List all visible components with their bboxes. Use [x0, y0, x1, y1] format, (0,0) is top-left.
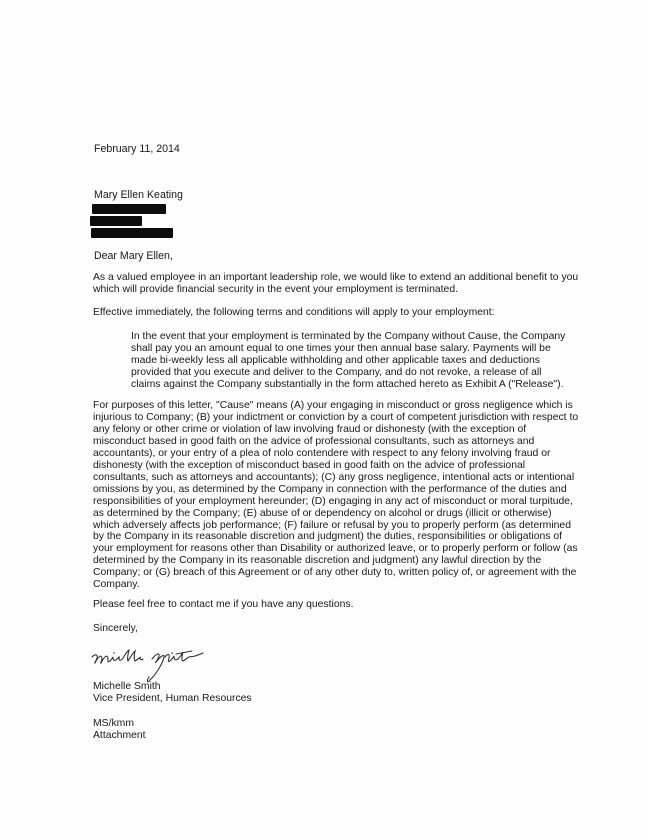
terms-line: provided that you execute and deliver to the Company, and do not revoke, a release of all [131, 366, 542, 378]
cause-line: Company. [93, 579, 140, 591]
recipient-name: Mary Ellen Keating [94, 189, 183, 201]
cause-line: determined by the Company in its reasonable discretion and judgment) any lawful direction by the [93, 555, 542, 567]
cause-line: any felony or other crime or violation of law involving fraud or dishonesty (with the exception of [93, 423, 527, 435]
cause-definition-paragraph [93, 400, 579, 591]
redacted-apartment [90, 216, 142, 226]
terms-line: In the event that your employment is terminated by the Company without Cause, the Company [131, 331, 566, 342]
cause-line: your employment for reasons other than Disability or authorized leave, or to properly perform or follow (as [93, 543, 578, 555]
closing: Sincerely, [93, 623, 138, 634]
cause-line: misconduct based in good faith on the advice of professional consultants, such as attorneys and [93, 435, 535, 447]
handwritten-signature [86, 642, 226, 684]
cause-line: omissions by you, as determined by the Company in connection with the performance of the duties and [93, 483, 567, 495]
cause-line: responsibilities of your employment hereunder; (D) engaging in any act of misconduct or moral turpitude, [93, 495, 573, 507]
cause-line: Company; or (G) breach of this Agreement or of any other duty to, written policy of, or agreement with the [93, 567, 577, 579]
cause-line: as determined by the Company; (E) abuse of or dependency on alcohol or drugs (illicit or otherwise) [93, 507, 552, 519]
intro-line: As a valued employee in an important leadership role, we would like to extend an additional benefit to you [93, 272, 579, 283]
contact-paragraph: Please feel free to contact me if you have any questions. [93, 599, 354, 610]
cause-line: For purposes of this letter, "Cause" means (A) your engaging in misconduct or gross negligence which is [93, 400, 573, 411]
signer-title: Vice President, Human Resources [93, 693, 252, 704]
salutation: Dear Mary Ellen, [94, 250, 173, 262]
terms-line: shall pay you an amount equal to one times your then annual base salary. Payments will be [131, 342, 551, 354]
terms-line: claims against the Company substantially in the form attached hereto as Exhibit A ("Release"). [131, 378, 564, 390]
terms-line: made bi-weekly less all applicable withholding and other applicable taxes and deductions [131, 354, 540, 366]
intro-line: which will provide financial security in the event your employment is terminated. [93, 284, 458, 296]
recipient-address-block [94, 189, 183, 238]
intro-paragraph [93, 272, 579, 296]
cause-line: injurious to Company; (B) your indictment or conviction by a court of competent jurisdiction with respect to [93, 411, 579, 423]
terms-intro-paragraph: Effective immediately, the following terms and conditions will apply to your employment: [93, 307, 495, 318]
signer-block [93, 681, 252, 705]
reference-block [93, 718, 146, 742]
redacted-street-address [92, 204, 166, 214]
signer-name: Michelle Smith [93, 681, 161, 692]
cause-line: dishonesty (with the exception of misconduct based in good faith on the advice of professional [93, 459, 526, 471]
reference-initials: MS/kmm [93, 718, 134, 729]
cause-line: by the Company in its reasonable discretion and judgment) the duties, responsibilities or obligations of [93, 531, 562, 543]
severance-terms-paragraph [131, 331, 566, 391]
redacted-city-state-zip [91, 228, 173, 238]
cause-line: which adversely affects job performance; (F) failure or refusal by you to properly perform (as determined [93, 519, 571, 531]
cause-line: accountants), or your entry of a plea of nolo contendere with respect to any felony involving fraud or [93, 447, 551, 459]
cause-line: consultants, such as attorneys and accountants); (C) any gross negligence, intentional acts or intentional [93, 471, 575, 483]
letter-date: February 11, 2014 [94, 143, 180, 155]
enclosure-notation: Attachment [93, 730, 146, 741]
